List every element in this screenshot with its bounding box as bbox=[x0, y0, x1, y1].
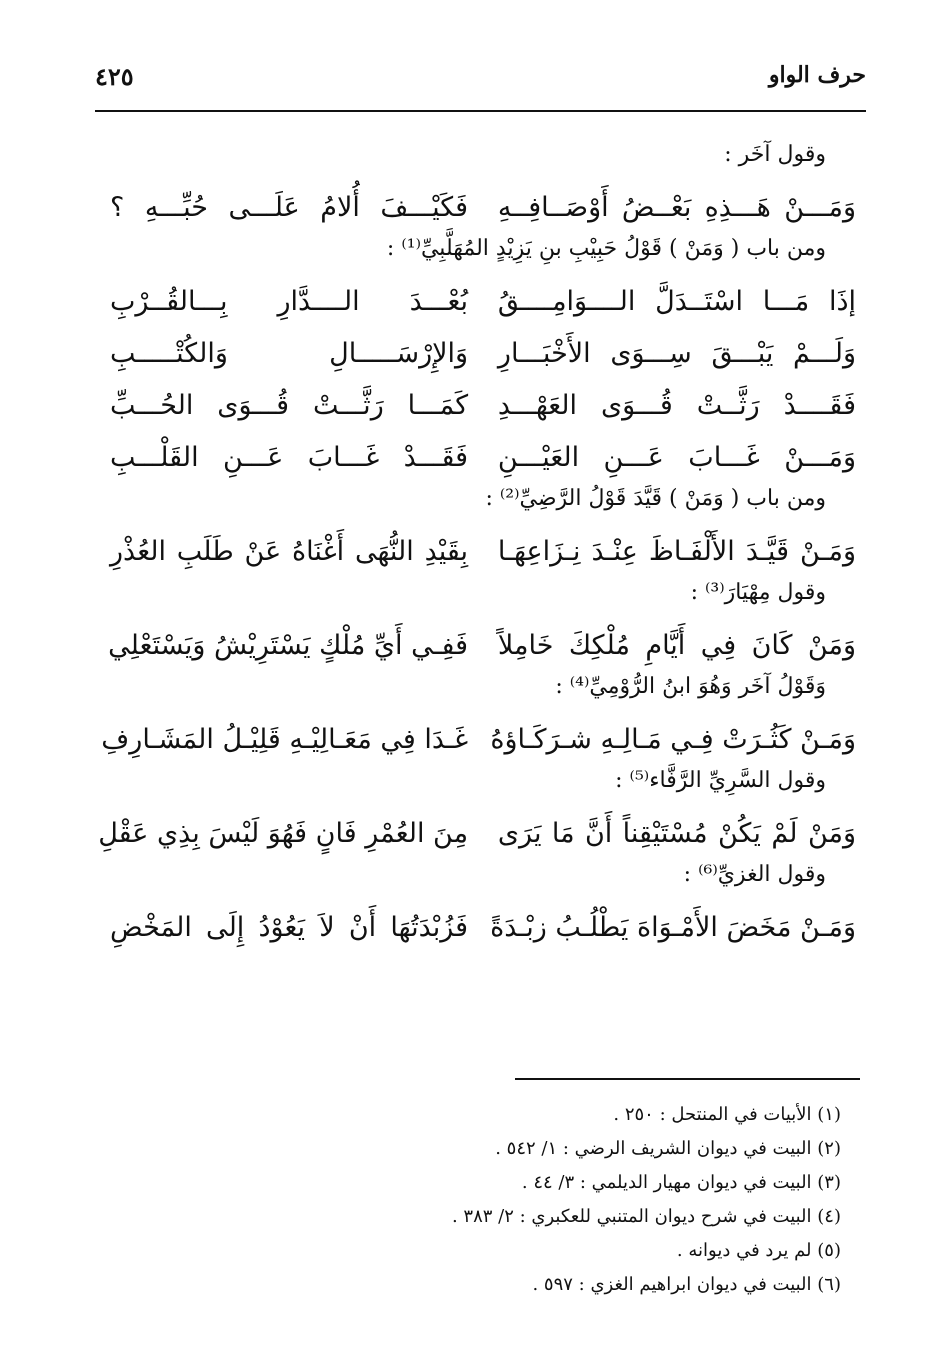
hemistich-first: إذَا مَـــا اسْتَــدَلَّ الــــوَامِــــقُ bbox=[497, 286, 856, 317]
footnote: (٥) لم يرد في ديوانه . bbox=[676, 1240, 841, 1261]
intro-line: ومن باب ( وَمَنْ ) قَوْلُ حَبِيْبِ بنِ يَزِيْدٍ المُهَلَّبِيِّ⁽¹⁾ : bbox=[386, 236, 826, 261]
hemistich-second: فَزُبْدَتُهَا أَنْ لاَ يَعُوْدُ إِلَى المَخْضِ bbox=[110, 912, 469, 943]
page-number: ٤٢٥ bbox=[95, 62, 134, 91]
running-title: حرف الواو bbox=[768, 62, 866, 88]
hemistich-second: بُعْـــدَ الــــدَّارِ بِـــالقُــرْبِ bbox=[110, 286, 469, 317]
hemistich-second: فَكَيْـــفَ أُلامُ عَلَـــى حُبِّـــهِ ؟ bbox=[110, 192, 469, 223]
footnote: (٤) البيت في شرح ديوان المتنبي للعكبري : ٢/ ٣٨٣ . bbox=[451, 1206, 841, 1227]
intro-line: ومن باب ( وَمَنْ ) قَيَّدَ قَوْلُ الرَّضِيِّ⁽²⁾ : bbox=[485, 486, 826, 511]
hemistich-first: وَمَـــنْ هَـــذِهِ بَعْــضُ أَوْصَــافِــهِ bbox=[497, 192, 856, 223]
verse-line bbox=[110, 902, 856, 954]
footnote-rule bbox=[515, 1078, 860, 1080]
hemistich-second: غَـدَا فِي مَعَـالِيْـهِ قَلِيْـلُ المَشَـارِفِ bbox=[101, 724, 469, 755]
verse-line bbox=[101, 714, 856, 766]
verse-line bbox=[110, 276, 856, 328]
hemistich-first: وَمَنْ كَانَ فِي أَيَّامِ مُلْكِكَ خَامِلاً bbox=[497, 630, 856, 661]
hemistich-second: فَقَـــدْ غَـــابَ عَـــنِ القَلْـــبِ bbox=[110, 442, 469, 473]
hemistich-second: كَمَـــا رَثَّـــتْ قُـــوَى الحُـــبِّ bbox=[110, 390, 469, 421]
verse-line bbox=[110, 380, 856, 432]
hemistich-first: وَمَـنْ مَخَضَ الأَمْـوَاهَ يَطْلُـبُ زبْـدَةً bbox=[490, 912, 856, 943]
hemistich-second: وَالإِرْسَـــــالِ وَالكُتْـــــبِ bbox=[110, 338, 469, 369]
footnotes bbox=[200, 1098, 841, 1302]
footnote: (١) الأبيات في المنتحل : ٢٥٠ . bbox=[613, 1104, 841, 1125]
page-header bbox=[95, 62, 866, 102]
intro-line: وقول مِهْيَارَ⁽³⁾ : bbox=[690, 580, 826, 605]
verse-line bbox=[110, 526, 856, 578]
hemistich-first: وَمَـنْ كَثُـرَتْ فِـي مَـالِـهِ شـرَكَـاؤهُ bbox=[490, 724, 856, 755]
verse-line bbox=[98, 808, 856, 860]
footnote: (٢) البيت في ديوان الشريف الرضي : ١/ ٥٤٢ . bbox=[495, 1138, 841, 1159]
hemistich-second: فَفِـي أَيِّ مُلْكٍ يَسْتَرِيْشُ وَيَسْتَعْلِي bbox=[108, 630, 469, 661]
hemistich-second: مِنَ العُمْرِ فَانٍ فَهُوَ لَيْسَ بِذِي عَقْلِ bbox=[98, 818, 469, 849]
hemistich-first: فَقَــــدْ رَثَّــتْ قُـــوَى العَهْـــدِ bbox=[497, 390, 856, 421]
intro-line: وَقَوْلُ آخَر وَهُوَ ابنُ الرُّوْمِيِّ⁽⁴⁾ : bbox=[555, 674, 826, 699]
main-text bbox=[98, 140, 856, 954]
intro-line: وقول آخَر : bbox=[724, 142, 826, 167]
header-rule bbox=[95, 110, 866, 112]
footnote: (٦) البيت في ديوان ابراهيم الغزي : ٥٩٧ . bbox=[532, 1274, 841, 1295]
hemistich-first: وَلَـــمْ يَبْـــقَ سِـــوَى الأَخْبَـــارِ bbox=[497, 338, 856, 369]
intro-line: وقول الغزيِّ⁽⁶⁾ : bbox=[683, 862, 826, 887]
verse-line bbox=[110, 620, 856, 672]
verse-line bbox=[110, 182, 856, 234]
hemistich-first: وَمَنْ لَمْ يَكُنْ مُسْتَيْقِناً أَنَّ مَا يَرَى bbox=[497, 818, 856, 849]
verse-line bbox=[110, 432, 856, 484]
hemistich-first: وَمَـنْ قَيَّـدَ الأَلْفَـاظَ عِنْـدَ نِـزَاعِهَـا bbox=[497, 536, 856, 567]
verse-line bbox=[110, 328, 856, 380]
footnote: (٣) البيت في ديوان مهيار الديلمي : ٣/ ٤٤ . bbox=[521, 1172, 841, 1193]
intro-line: وقول السَّرِيِّ الرَّفَّاء⁽⁵⁾ : bbox=[615, 768, 826, 793]
hemistich-first: وَمَـــنْ غَـــابَ عَـــنِ العَيْـــنِ bbox=[497, 442, 856, 473]
hemistich-second: بِقَيْدِ النُّهَى أَغْنَاهُ عَنْ طَلَبِ العُذْرِ bbox=[110, 536, 469, 567]
